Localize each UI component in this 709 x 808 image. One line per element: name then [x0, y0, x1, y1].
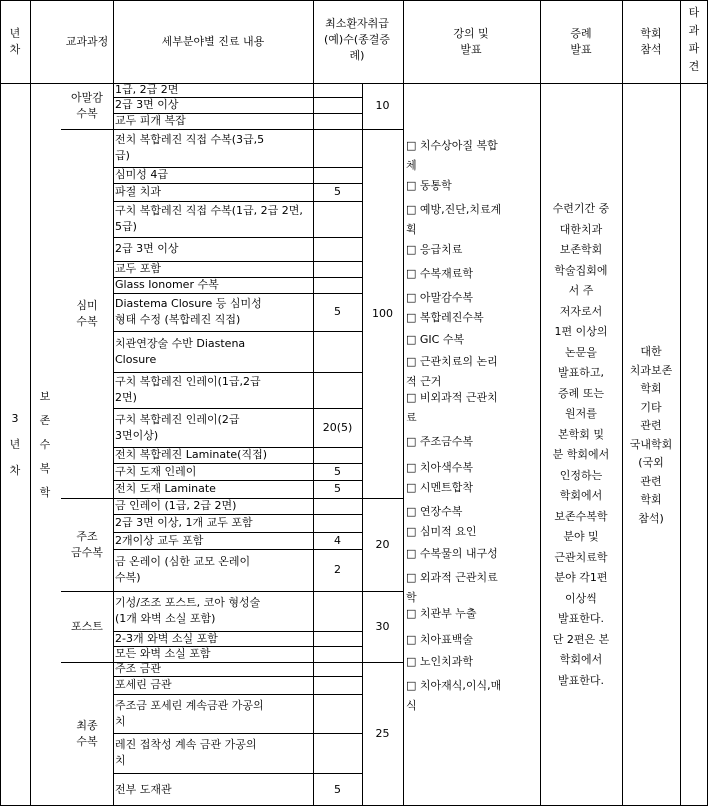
case-report-text-line: 분야 각1편 — [554, 571, 608, 584]
detail-row — [115, 661, 311, 677]
case-report-text-line: 발표하고, — [557, 366, 604, 379]
conference-text-line: (국외 — [638, 456, 664, 470]
lecture-text: 체 — [406, 159, 417, 172]
detail-text: 2-3개 와벽 소실 포함 — [115, 631, 218, 645]
detail-count: 4 — [334, 533, 341, 547]
detail-row-divider — [113, 237, 362, 238]
case-report-text-line: 학회에서 — [559, 489, 603, 502]
detail-text: 전치 복합레진 Laminate(직접) — [115, 448, 268, 461]
case-report-text-line: 1편 이상의 — [554, 325, 608, 338]
header-min-cases — [313, 16, 401, 64]
section-total: 25 — [375, 727, 390, 740]
lecture-item — [406, 630, 537, 650]
detail-text: 1급, 2급 2면 — [115, 83, 179, 96]
detail-row — [115, 277, 311, 293]
lecture-text: □ 치아재식,이식,매 — [406, 679, 502, 692]
header-bottom — [0, 83, 708, 84]
detail-row — [115, 336, 311, 368]
case-report-text-line: 원저를 — [565, 407, 597, 420]
detail-text: 주조금 포세린 계속금관 가공의 — [115, 698, 264, 712]
detail-text: 5급) — [115, 220, 137, 233]
detail-text: 전치 복합레진 직접 수복(3급,5 — [115, 133, 265, 146]
lecture-text: □ 연장수복 — [406, 505, 463, 518]
detail-text: 주조 금관 — [115, 662, 162, 675]
year-label-line: 년 — [9, 438, 21, 451]
lecture-item — [406, 432, 537, 452]
section-name — [62, 619, 112, 635]
lecture-item — [406, 264, 537, 284]
detail-text: 구치 도재 인레이 — [115, 464, 197, 478]
conference-text — [622, 343, 680, 528]
section-total: 100 — [372, 306, 393, 320]
header-conference-line: 학회 — [640, 27, 662, 40]
detail-row-divider — [113, 733, 362, 734]
section-name-line: 금수복 — [71, 545, 103, 559]
case-report-text-line: 이상씩 — [565, 591, 597, 605]
section-name-line: 수복 — [76, 314, 98, 328]
section-name-line: 최종 — [76, 719, 98, 732]
lecture-item — [406, 522, 537, 542]
case-report-text-line: 단 2편은 본 — [552, 632, 610, 646]
detail-text: 치 — [115, 714, 126, 728]
header-dispatch-line: 견 — [688, 60, 700, 73]
section-divider — [61, 129, 403, 130]
count-col-divider — [362, 83, 363, 806]
conference-text-line: 기타 — [640, 400, 662, 414]
detail-row — [115, 515, 311, 531]
detail-count: 20(5) — [322, 420, 353, 434]
detail-text: 2면) — [115, 391, 137, 404]
header-min-cases-line: (예)수(종결증 — [323, 33, 390, 46]
detail-row — [115, 737, 311, 769]
detail-text: 구치 복합레진 인레이(1급,2급 — [115, 375, 261, 388]
detail-row — [115, 595, 311, 627]
detail-text: 전부 도재관 — [115, 782, 172, 796]
detail-row — [115, 698, 311, 730]
lecture-text: 적 근거 — [406, 375, 442, 388]
lecture-text: □ 치수상아질 복합 — [406, 139, 498, 152]
section-name-line: 포스트 — [71, 619, 103, 633]
header-dispatch — [681, 4, 707, 76]
detail-row — [115, 82, 311, 98]
detail-text: 수복) — [115, 571, 141, 584]
detail-text: 2급 3면 이상, 1개 교두 포함 — [115, 516, 253, 529]
detail-text: 구치 복합레진 인레이(2급 — [115, 412, 240, 426]
header-case-report-line: 증례 — [570, 27, 592, 40]
detail-text: Diastema Closure 등 심미성 — [115, 297, 262, 310]
section-name-line: 수복 — [76, 107, 98, 120]
lecture-item — [406, 544, 537, 564]
detail-text: Closure — [115, 352, 157, 366]
detail-row-divider — [113, 372, 362, 373]
detail-text: 파절 치과 — [115, 185, 162, 198]
detail-row — [115, 203, 311, 235]
section-divider — [61, 591, 403, 592]
case-report-text-line: 보존수복학 — [554, 509, 608, 523]
detail-text: 교두 포함 — [115, 262, 162, 275]
conference-text-line: 참석) — [638, 511, 664, 525]
detail-text: 금 인레이 (1급, 2급 2면) — [115, 499, 237, 512]
detail-row-divider — [113, 773, 362, 774]
header-year-line: 차 — [9, 43, 21, 56]
detail-row — [115, 646, 311, 662]
main-subject-line: 존 — [39, 414, 51, 427]
section-total: 10 — [375, 99, 390, 112]
section-name — [62, 298, 112, 330]
detail-text: (1개 와벽 소실 포함) — [115, 612, 216, 625]
case-report-text-line: 학회에서 — [559, 653, 603, 666]
lecture-item — [406, 502, 537, 522]
conf-col-divider — [680, 0, 681, 806]
detail-count: 5 — [334, 464, 341, 478]
detail-text: 치 — [115, 754, 126, 767]
detail-text: Glass Ionomer 수복 — [115, 278, 219, 291]
detail-row — [115, 132, 311, 164]
header-dispatch-line: 타 — [688, 6, 700, 19]
lecture-text: □ 수복재료학 — [406, 267, 474, 280]
detail-text: 심미성 4급 — [115, 168, 168, 181]
detail-text: 구치 복합레진 직접 수복(1급, 2급 2면, — [115, 204, 303, 217]
lecture-item — [406, 240, 537, 260]
lecture-text: □ 동통학 — [406, 179, 452, 192]
lecture-text: □ 근관치료의 논리 — [406, 355, 498, 368]
case-report-text-line: 분 학회에서 — [552, 448, 610, 461]
lecture-item — [406, 136, 537, 176]
section-total: 30 — [375, 619, 390, 633]
detail-row — [115, 374, 311, 406]
main-subject-line: 복 — [39, 462, 51, 475]
header-detail — [115, 34, 311, 50]
detail-text: 금 온레이 (심한 교모 온레이 — [115, 555, 251, 568]
lecture-text: □ 주조금수복 — [406, 435, 474, 448]
detail-row — [115, 97, 311, 113]
detail-text: 포세린 금관 — [115, 678, 172, 691]
header-dispatch-line: 과 — [688, 24, 700, 37]
case-report-text-line: 인정하는 — [559, 468, 603, 482]
year-label — [1, 406, 29, 484]
header-conference-line: 참석 — [640, 43, 662, 56]
header-min-cases-line: 최소환자취급 — [325, 17, 389, 30]
detail-row — [115, 447, 311, 463]
detail-text: 기성/조조 포스트, 코아 형성술 — [115, 596, 261, 609]
lecture-item — [406, 308, 537, 328]
header-case-report — [541, 26, 621, 58]
header-lecture — [404, 26, 538, 58]
detail-count: 5 — [334, 782, 341, 796]
detail-count: 5 — [334, 482, 341, 495]
curriculum-col-divider — [113, 0, 114, 806]
conference-text-line: 국내학회 — [629, 437, 673, 451]
year-label-line: 3 — [11, 412, 19, 425]
case-report-text-line: 학술집회에 — [554, 263, 608, 277]
lecture-item — [406, 352, 537, 392]
detail-text: 2개이상 교두 포함 — [115, 533, 204, 547]
case-report-text — [541, 199, 621, 691]
detail-row — [115, 464, 311, 480]
case-report-text-line: 근관치료학 — [554, 550, 608, 564]
detail-text: 모든 와벽 소실 포함 — [115, 647, 211, 660]
case-report-text-line: 발표한다. — [557, 673, 604, 687]
detail-text: 치관연장술 수반 Diastena — [115, 336, 246, 350]
lecture-text: □ 시멘트합착 — [406, 481, 474, 494]
lecture-text: □ 수복물의 내구성 — [406, 547, 498, 560]
section-name-line: 주조 — [76, 529, 98, 543]
detail-text: 전치 도재 Laminate — [115, 482, 216, 495]
lecture-item — [406, 478, 537, 498]
detail-row — [115, 167, 311, 183]
lecture-text: 료 — [406, 411, 417, 424]
case-report-text-line: 논문을 — [565, 345, 597, 359]
main-subject-line: 보 — [39, 390, 51, 403]
main-subject-line: 수 — [39, 438, 51, 451]
case-report-text-line: 발표한다. — [557, 612, 604, 625]
section-name — [62, 90, 112, 122]
header-detail-line: 세부분야별 진료 내용 — [161, 35, 265, 48]
detail-row — [115, 261, 311, 277]
header-dispatch-line: 파 — [688, 42, 700, 55]
conference-text-line: 학회 — [640, 493, 662, 507]
detail-row — [115, 184, 311, 200]
lecture-text: □ 치아색수복 — [406, 461, 474, 474]
lecture-text: □ 비외과적 근관치 — [406, 391, 498, 404]
lecture-item — [406, 200, 537, 240]
case-report-text-line: 본학회 및 — [557, 427, 604, 441]
lecture-item — [406, 568, 537, 608]
section-name — [62, 718, 112, 750]
section-total: 20 — [375, 537, 390, 551]
main-subject-line: 학 — [39, 486, 51, 499]
case-report-text-line: 분야 및 — [563, 530, 599, 543]
detail-row-divider — [113, 331, 362, 332]
detail-text: 2급 3면 이상 — [115, 242, 179, 255]
lecture-text: □ 예방,진단,치료계 — [406, 203, 502, 216]
case-report-text-line: 저자로서 — [559, 304, 603, 318]
lecture-item — [406, 458, 537, 478]
lecture-text: □ 응급치료 — [406, 243, 463, 256]
conference-text-line: 치과보존 — [629, 363, 673, 377]
detail-row — [115, 631, 311, 647]
conference-text-line: 관련 — [640, 419, 662, 433]
detail-row — [115, 481, 311, 497]
detail-text: 레진 접착성 계속 금관 가공의 — [115, 738, 257, 751]
lecture-item — [406, 652, 537, 672]
header-case-report-line: 발표 — [570, 43, 592, 56]
detail-row — [115, 782, 311, 798]
lecture-item — [406, 330, 537, 350]
lecture-item — [406, 388, 537, 428]
conference-text-line: 관련 — [640, 474, 662, 488]
case-report-text-line: 증례 또는 — [557, 386, 604, 400]
detail-row — [115, 498, 311, 514]
lecture-item — [406, 176, 537, 196]
lecture-text: □ GIC 수복 — [406, 333, 465, 346]
header-year-line: 년 — [9, 27, 21, 40]
main-subject — [31, 385, 59, 505]
header-conference — [623, 26, 679, 58]
lecture-text: □ 아말감수복 — [406, 291, 474, 304]
section-name-line: 수복 — [76, 735, 98, 748]
lecture-item — [406, 288, 537, 308]
detail-row — [115, 677, 311, 693]
detail-row-divider — [113, 549, 362, 550]
detail-row — [115, 533, 311, 549]
min-col-divider — [403, 0, 404, 806]
detail-count: 5 — [334, 185, 341, 198]
header-lecture-line: 발표 — [460, 43, 482, 56]
lecture-text: □ 치아표백술 — [406, 633, 474, 646]
lecture-item — [406, 676, 537, 716]
detail-text: 형태 수정 (복합레진 직접) — [115, 313, 241, 326]
detail-row-divider — [113, 293, 362, 294]
section-name-line: 아말감 — [71, 91, 103, 104]
detail-text: 3면이상) — [115, 428, 159, 442]
detail-row — [115, 113, 311, 129]
detail-row-divider — [113, 201, 362, 202]
conference-text-line: 대한 — [640, 345, 662, 359]
lecture-text: 획 — [406, 223, 417, 236]
detail-row — [115, 554, 311, 586]
lecture-text: 식 — [406, 699, 417, 712]
header-curriculum-line: 교과과정 — [65, 35, 109, 48]
lecture-text: □ 노인치과학 — [406, 655, 474, 668]
detail-row — [115, 241, 311, 257]
detail-col-divider — [313, 0, 314, 806]
detail-row-divider — [113, 694, 362, 695]
section-name — [62, 529, 112, 561]
detail-text: 급) — [115, 149, 130, 162]
detail-row — [115, 412, 311, 444]
lecture-text: □ 심미적 요인 — [406, 525, 477, 538]
lecture-text: 학 — [406, 591, 417, 604]
conference-text-line: 학회 — [640, 382, 662, 396]
detail-text: 교두 피개 복잡 — [115, 114, 186, 127]
case-report-text-line: 서 주 — [568, 284, 594, 297]
header-min-cases-line: 례) — [349, 49, 365, 62]
section-name-line: 심미 — [76, 298, 98, 312]
case-report-text-line: 대한치과 — [559, 222, 603, 236]
header-year — [1, 26, 29, 58]
detail-count: 5 — [334, 305, 341, 318]
header-lecture-line: 강의 및 — [453, 27, 489, 40]
detail-text: 2급 3면 이상 — [115, 98, 179, 111]
lecture-text: □ 복합레진수복 — [406, 311, 484, 324]
lecture-text: □ 외과적 근관치료 — [406, 571, 498, 584]
lecture-item — [406, 604, 537, 624]
detail-row — [115, 296, 311, 328]
lecture-text: □ 치관부 누출 — [406, 607, 477, 620]
detail-row-divider — [113, 408, 362, 409]
year-label-line: 차 — [9, 464, 21, 477]
case-report-text-line: 보존학회 — [559, 243, 603, 256]
detail-count: 2 — [334, 563, 341, 576]
case-report-text-line: 수련기간 중 — [552, 202, 610, 215]
